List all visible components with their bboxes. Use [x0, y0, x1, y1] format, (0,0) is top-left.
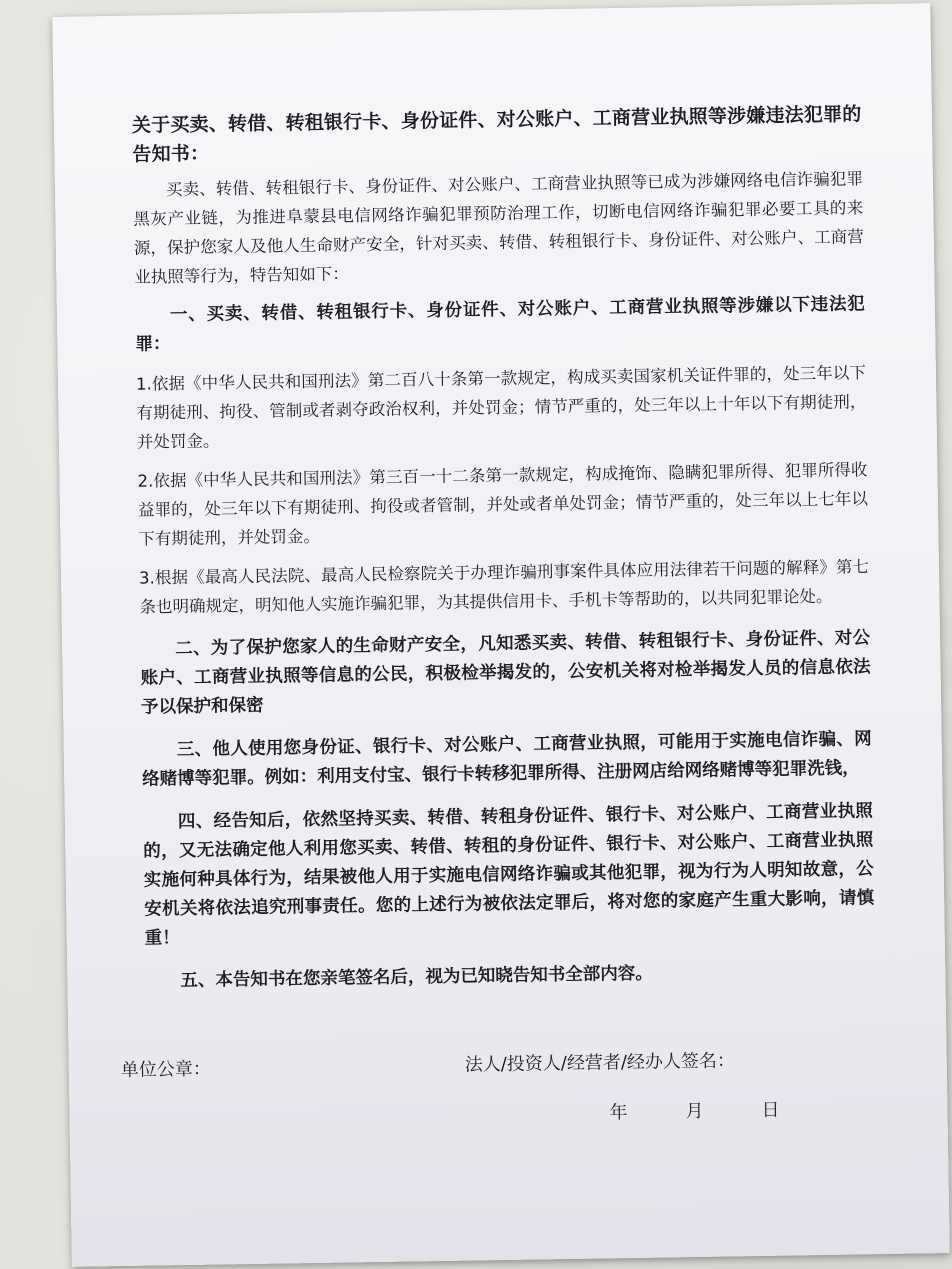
unit-seal-label: 单位公章：: [120, 1058, 211, 1082]
date-year-label: 年: [609, 1102, 628, 1124]
clause-3: 3.根据《最高人民法院、最高人民检察院关于办理诈骗刑事案件具体应用法律若干问题的解释》第七条也明确规定，明知他人实施诈骗犯罪，为其提供信用卡、手机卡等帮助的，以共同犯罪论处。: [138, 557, 870, 617]
clause-2: 2.依据《中华人民共和国刑法》第三百一十二条第一款规定，构成掩饰、隐瞒犯罪所得、犯罪所得收益罪的，处三年以下有期徒刑、拘役或者管制，并处或者单处罚金；情节严重的，处三年以上七年以下有期徒刑，并处罚金。: [137, 460, 869, 549]
section-5: 五、本告知书在您亲笔签名后，视为已知晓告知书全部内容。: [180, 963, 653, 992]
section-1-heading: 一、买卖、转借、转租银行卡、身份证件、对公账户、工商营业执照等涉嫌以下违法犯罪：: [135, 294, 866, 355]
date-row: [609, 1096, 779, 1125]
date-day-label: 日: [761, 1099, 780, 1121]
signer-label: 法人/投资人/经营者/经办人签名：: [464, 1050, 736, 1076]
notice-paper: [52, 3, 950, 1267]
section-4: 四、经告知后，依然坚持买卖、转借、转租身份证件、银行卡、对公账户、工商营业执照的，又无法确定他人利用您买卖、转借、转租的身份证件、银行卡、对公账户、工商营业执照实施何种具体行为，结果被他人用于实施电信网络诈骗或其他犯罪，视为行为人明知故意，公安机关将依法追究刑事责任。您的上述行为被依法定罪后，将对您的家庭产生重大影响，请慎重！: [143, 801, 875, 949]
document-title: 关于买卖、转借、转租银行卡、身份证件、对公账户、工商营业执照等涉嫌违法犯罪的告知书：: [131, 103, 862, 166]
section-3: 三、他人使用您身份证、银行卡、对公账户、工商营业执照，可能用于实施电信诈骗、网络赌博等犯罪。例如：利用支付宝、银行卡转移犯罪所得、注册网店给网络赌博等犯罪洗钱，: [142, 729, 872, 790]
section-2: 二、为了保护您家人的生命财产安全，凡知悉买卖、转借、转租银行卡、身份证件、对公账户、工商营业执照等信息的公民，积极检举揭发的，公安机关将对检举揭发人员的信息依法予以保护和保密: [140, 628, 871, 718]
signature-row: [120, 1044, 877, 1082]
date-month-label: 月: [685, 1100, 704, 1123]
intro-paragraph: 买卖、转借、转租银行卡、身份证件、对公账户、工商营业执照等已成为涉嫌网络电信诈骗犯罪黑灰产业链，为推进阜蒙县电信网络诈骗犯罪预防治理工作，切断电信网络诈骗犯罪必要工具的来源，保护您家人及他人生命财产安全，针对买卖、转借、转租银行卡、身份证件、对公账户、工商营业执照等行为，特告知如下：: [133, 169, 864, 287]
clause-1: 1.依据《中华人民共和国刑法》第二百八十条第一款规定，构成买卖国家机关证件罪的，处三年以下有期徒刑、拘役、管制或者剥夺政治权利，并处罚金；情节严重的，处三年以上十年以下有期徒刑，并处罚金。: [135, 363, 867, 452]
